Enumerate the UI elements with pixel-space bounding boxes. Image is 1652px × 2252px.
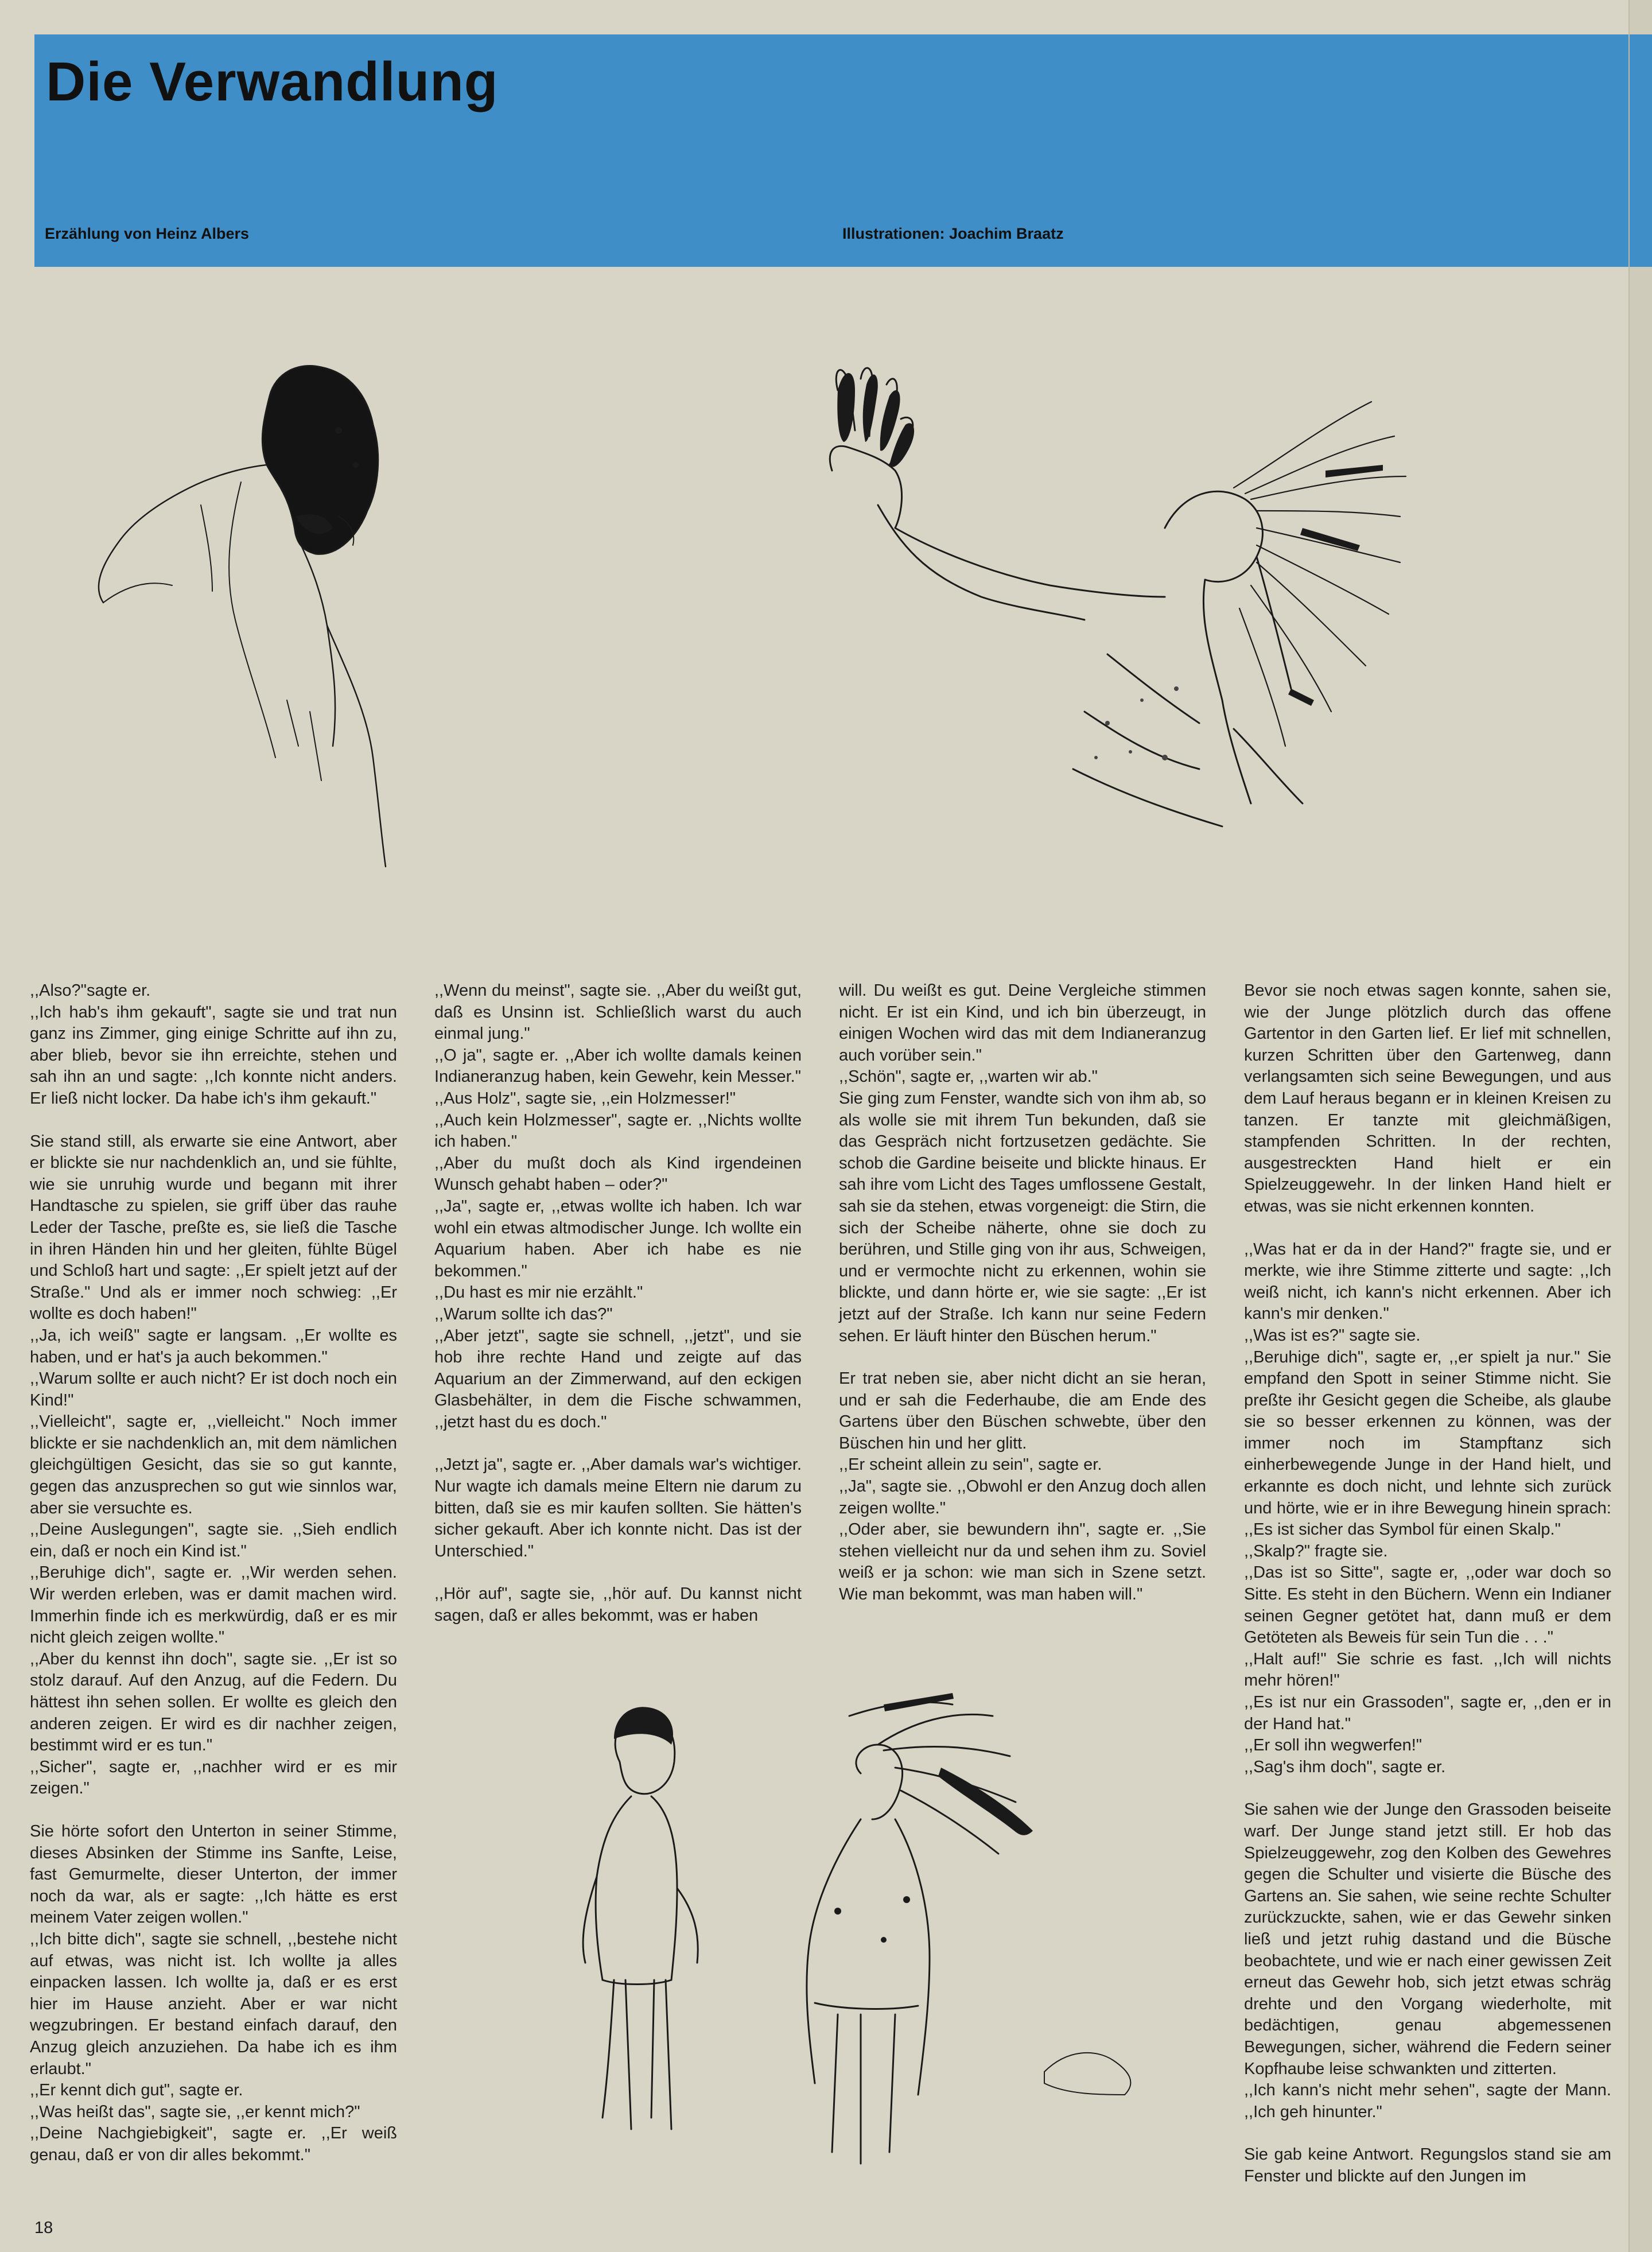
man-from-behind-drawing (69, 344, 516, 872)
paragraph: ,,Also?"sagte er. ,,Ich hab's ihm gekauft", sagte sie und trat nun ganz ins Zimmer, ging einige Schritte auf ihn zu, aber blieb, bevor sie ihn erreichte, stehen und sah ihn an und sagte: ,,Ich konnte nicht anders. Er ließ nicht locker. Da habe ich's ihm gekauft." (30, 981, 397, 1108)
title-banner (34, 34, 1630, 267)
paragraph: Er trat neben sie, aber nicht dicht an sie heran, und er sah die Federhaube, die am Ende des Gartens über den Büschen schwebte, über den Büschen hin und her glitt. ,,Er scheint allein zu sein", sagte er. ,,Ja", sagte sie. ,,Obwohl er den Anzug doch allen zeigen wollte." ,,Oder aber, sie bewundern ihn", sagte er. ,,Sie stehen vielleicht nur da und sehen ihm zu. Soviel weiß er ja schon: wie man sich in Szene setzt. Wie man bekommt, was man haben will." (839, 1369, 1206, 1604)
text-column-1 (30, 980, 397, 2187)
indian-chief-drawing (763, 356, 1612, 872)
page-number: 18 (34, 2219, 53, 2237)
paragraph: Bevor sie noch etwas sagen konnte, sahen sie, wie der Junge plötzlich durch das offene Gartentor in den Garten lief. Er lief mit schnellen, kurzen Schritten über den Gartenweg, dann verlangsamten sich seine Bewegungen, und aus dem Lauf heraus begann er in kleinen Kreisen zu tanzen. Er tanzte mit gleichmäßigen, stampfenden Schritten. In der rechten, ausgestreckten Hand hielt er ein Spielzeuggewehr. In der linken Hand hielt er etwas, was sie nicht erkennen konnten. (1244, 981, 1611, 1216)
paragraph: Sie stand still, als erwarte sie eine Antwort, aber er blickte sie nur nachdenklich an, und sie fühlte, wie sie unruhig wurde und begann mit ihrer Handtasche zu spielen, sie griff über das rauhe Leder der Tasche, preßte es, sie ließ die Tasche in ihren Händen hin und her gleiten, fühlte Bügel und Schloß hart und sagte: ,,Er spielt jetzt auf der Straße." Und als er immer noch schwieg: ,,Er wollte es doch haben!" ,,Ja, ich weiß" sagte er langsam. ,,Er wollte es haben, und er hat's ja auch bekommen." ,,Warum sollte er auch nicht? Er ist doch noch ein Kind!" ,,Vielleicht", sagte er, ,,vielleicht." Noch immer blickte er sie nachdenklich an, mit dem nämlichen gleichgültigen Gesicht, das sie so gut kannte, gegen das anzusprechen so gut wie sinnlos war, aber sie versuchte es. ,,Deine Auslegungen", sagte sie. ,,Sieh endlich ein, daß er noch ein Kind ist." ,,Beruhige dich", sagte er. ,,Wir werden sehen. Wir werden erleben, was er damit machen wird. Immerhin finde ich es merkwürdig, daß er es mir nicht gleich zeigen wollte." ,,Aber du kennst ihn doch", sagte sie. ,,Er ist so stolz darauf. Auf den Anzug, auf die Federn. Du hättest ihn sehen sollen. Er wollte es gleich den anderen zeigen. Er wird es dir nachher zeigen, bestimmt wird er es tun." ,,Sicher", sagte er, ,,nachher wird er es mir zeigen." (30, 1132, 397, 1798)
text-column-4 (1244, 980, 1611, 2187)
paragraph: will. Du weißt es gut. Deine Vergleiche stimmen nicht. Er ist ein Kind, und ich bin überzeugt, in einigen Wochen wird das mit dem Indianeranzug auch vorüber sein." ,,Schön", sagte er, ,,warten wir ab." Sie ging zum Fenster, wandte sich von ihm ab, so als wolle sie mit ihrem Tun bekunden, daß sie das Gespräch nicht fortzusetzen gedächte. Sie schob die Gardine beiseite und blickte hinaus. Er sah ihre vom Licht des Tages umflossene Gestalt, sah sie da stehen, etwas vorgeneigt: die Stirn, die sich der Scheibe näherte, ohne sie doch zu berühren, und Stille ging von ihr aus, Schweigen, und er vermochte nicht zu erkennen, wohin sie blickte, und dann hörte er, wie sie sagte: ,,Er ist jetzt auf der Straße. Ich kann nur seine Federn sehen. Er läuft hinter den Büschen herum." (839, 981, 1206, 1345)
next-page-banner (1630, 34, 1652, 267)
illustrator-credit: Illustrationen: Joachim Braatz (842, 225, 1064, 242)
author-credit: Erzählung von Heinz Albers (45, 225, 250, 242)
paragraph: ,,Was hat er da in der Hand?" fragte sie, und er merkte, wie ihre Stimme zitterte und sagte: ,,Ich weiß nicht, ich kann's nicht erkennen. Aber ich kann's mir denken." ,,Was ist es?" sagte sie. ,,Beruhige dich", sagte er, ,,er spielt ja nur." Sie empfand den Spott in seiner Stimme nicht. Sie preßte ihr Gesicht gegen die Scheibe, als glaube sie so besser erkennen zu können, was der immer noch im Stampftanz sich einherbewegende Junge in der Hand hielt, und erkannte es doch nicht, und lehnte sich zurück und hörte, wie er in ihre Bewegung hinein sprach: ,,Es ist sicher das Symbol für einen Skalp." ,,Skalp?" fragte sie. ,,Das ist so Sitte", sagte er, ,,oder war doch so Sitte. Es steht in den Büchern. Wenn ein Indianer seinen Gegner getötet hat, dann muß er dem Getöteten als Beweis für sein Tun die . . ." ,,Halt auf!" Sie schrie es fast. ,,Ich will nichts mehr hören!" ,,Es ist nur ein Grassoden", sagte er, ,,den er in der Hand hat." ,,Er soll ihn wegwerfen!" ,,Sag's ihm doch", sagte er. (1244, 1240, 1611, 1776)
boy-and-indian-drawing (539, 1682, 1182, 2187)
paragraph: Sie hörte sofort den Unterton in seiner Stimme, dieses Absinken der Stimme ins Sanfte, Leise, fast Gemurmelte, dieser Unterton, der immer noch da war, als er sagte: ,,Ich hätte es erst meinem Vater zeigen wollen." ,,Ich bitte dich", sagte sie schnell, ,,bestehe nicht auf etwas, was nicht ist. Ich wollte ja alles einpacken lassen. Ich wollte ja, daß er es erst hier im Hause anzieht. Aber er war nicht wegzubringen. Er bestand einfach darauf, den Anzug gleich anzuziehen. Da habe ich es ihm erlaubt." ,,Er kennt dich gut", sagte er. ,,Was heißt das", sagte sie, ,,er kennt mich?" ,,Deine Nachgiebigkeit", sagte er. ,,Er weiß genau, daß er von dir alles bekommt." (30, 1822, 397, 2164)
text-column-2 (434, 980, 802, 1648)
story-title: Die Verwandlung (46, 51, 499, 112)
paragraph: Sie sahen wie der Junge den Grassoden beiseite warf. Der Junge stand jetzt still. Er hob das Spielzeuggewehr, zog den Kolben des Gewehres gegen die Schulter und visierte die Büsche des Gartens an. Sie sahen, wie seine rechte Schulter zurückzuckte, sahen, wie er das Gewehr sinken ließ und jetzt ruhig dastand und die Büsche beobachtete, und wie er nach einer gewissen Zeit erneut das Gewehr hob, sich jetzt etwas schräg drehte und den Vorgang wiederholte, mit bedächtigen, genau abgemessenen Bewegungen, sicher, während die Federn seiner Kopfhaube leise schwankten und zitterten. ,,Ich kann's nicht mehr sehen", sagte der Mann. ,,Ich geh hinunter." (1244, 1800, 1611, 2121)
paragraph: ,,Wenn du meinst", sagte sie. ,,Aber du weißt gut, daß es Unsinn ist. Schließlich warst du auch einmal jung." ,,O ja", sagte er. ,,Aber ich wollte damals keinen Indianeranzug haben, kein Gewehr, kein Messer." ,,Aus Holz", sagte sie, ,,ein Holzmesser!" ,,Auch kein Holzmesser", sagte er. ,,Nichts wollte ich haben." ,,Aber du mußt doch als Kind irgendeinen Wunsch gehabt haben – oder?" ,,Ja", sagte er, ,,etwas wollte ich haben. Ich war wohl ein etwas altmodischer Junge. Ich wollte ein Aquarium haben. Aber ich habe es nie bekommen." ,,Du hast es mir nie erzählt." ,,Warum sollte ich das?" ,,Aber jetzt", sagte sie schnell, ,,jetzt", und sie hob ihre rechte Hand und zeigte auf das Aquarium an der Zimmerwand, auf den eckigen Glasbehälter, in dem die Fische schwammen, ,,jetzt hast du es doch." (434, 981, 802, 1431)
paragraph: ,,Jetzt ja", sagte er. ,,Aber damals war's wichtiger. Nur wagte ich damals meine Eltern nie darum zu bitten, daß sie es mir kaufen sollten. Sie hätten's sicher gekauft. Aber ich konnte nicht. Das ist der Unterschied." (434, 1455, 802, 1560)
text-column-3 (839, 980, 1206, 1627)
paragraph: ,,Hör auf", sagte sie, ,,hör auf. Du kannst nicht sagen, daß er alles bekommt, was er haben (434, 1585, 802, 1625)
next-page-edge (1628, 0, 1652, 2252)
paragraph: Sie gab keine Antwort. Regungslos stand sie am Fenster und blickte auf den Jungen im (1244, 2145, 1611, 2185)
